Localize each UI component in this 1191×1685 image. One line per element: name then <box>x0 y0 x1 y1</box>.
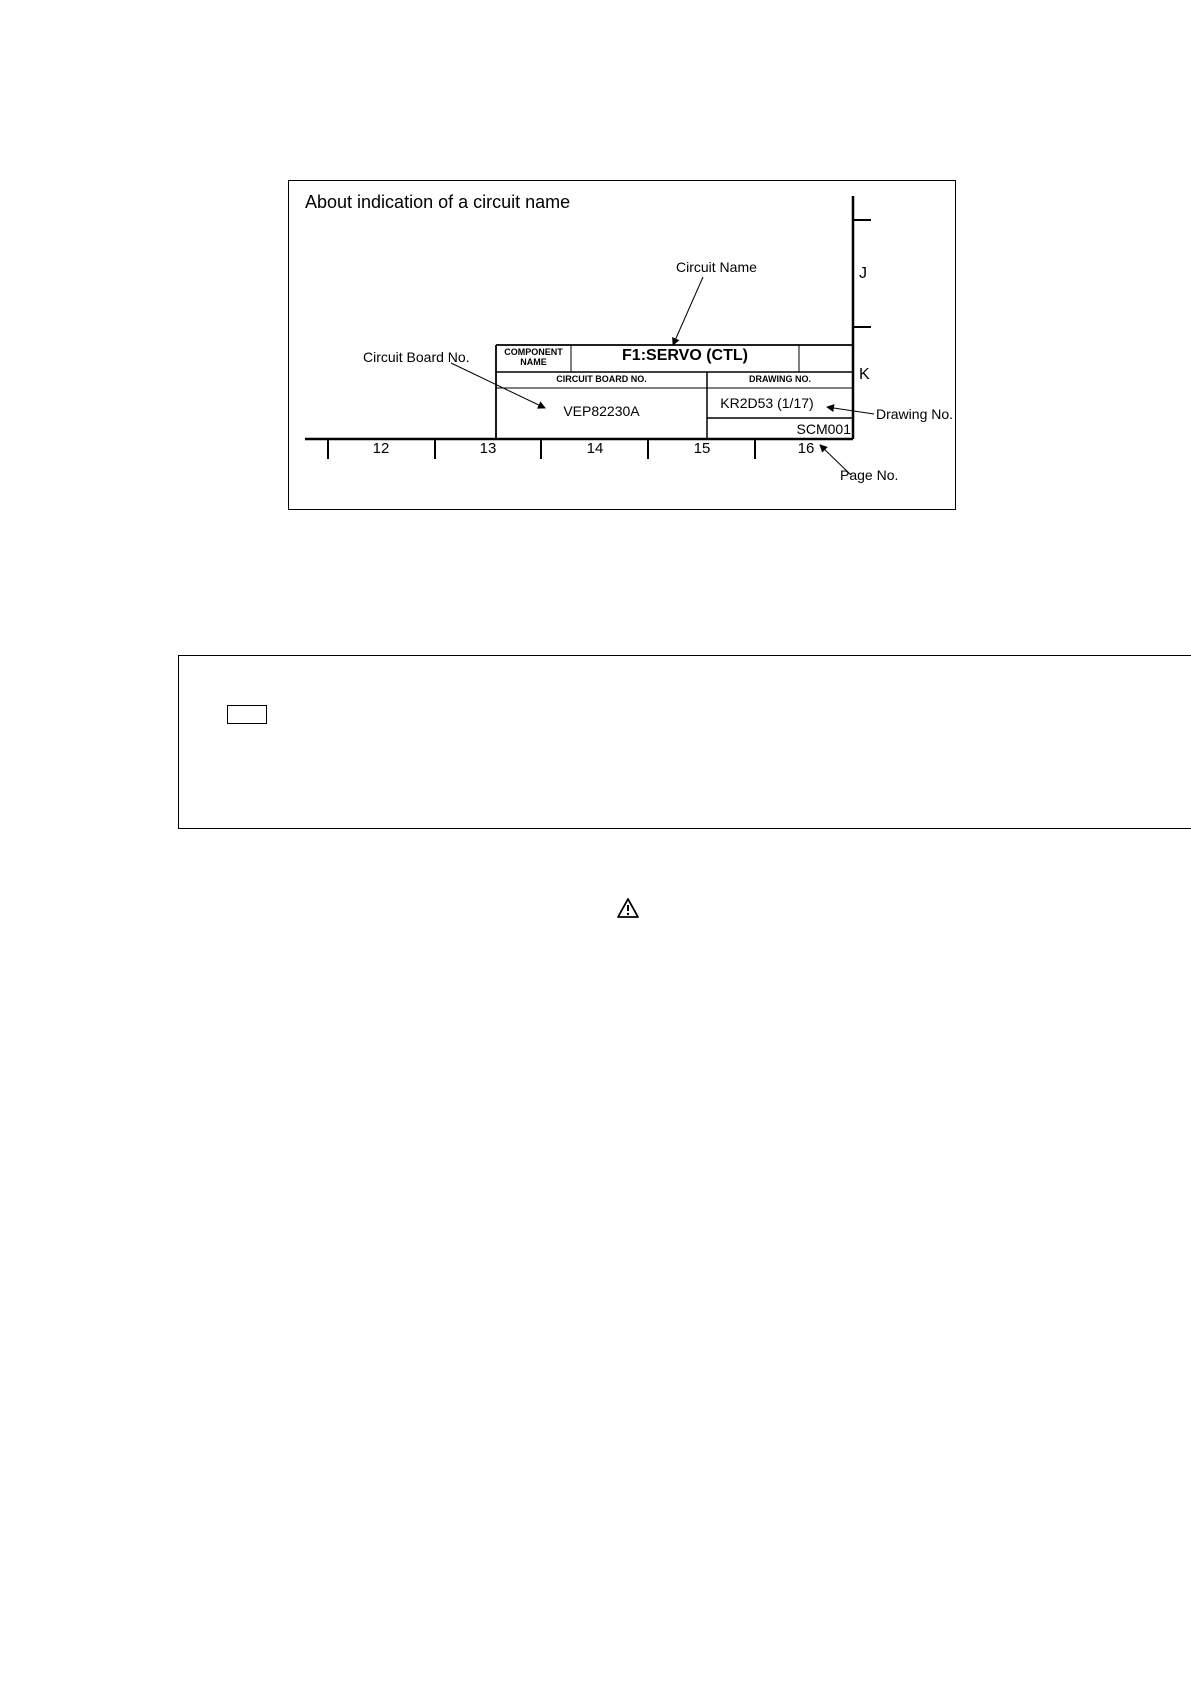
diagram-title: About indication of a circuit name <box>305 192 571 212</box>
title-block-board-no: VEP82230A <box>563 403 640 419</box>
callout-circuit-name: Circuit Name <box>676 259 757 275</box>
grid-column-label: 12 <box>372 440 390 457</box>
title-block-component-label <box>496 347 571 367</box>
grid-column-label: 16 <box>797 440 815 457</box>
grid-row-label: J <box>859 265 867 282</box>
diagram-lines <box>289 181 956 510</box>
grid-row-label: K <box>859 366 870 383</box>
warning-triangle-icon <box>616 897 640 919</box>
component-label-line1: COMPONENT <box>504 347 563 357</box>
callout-circuit-board-no: Circuit Board No. <box>363 349 470 365</box>
note-box <box>178 655 1191 829</box>
circuit-name-diagram <box>288 180 956 510</box>
callout-drawing-no: Drawing No. <box>876 406 954 422</box>
title-block-drawing-header: DRAWING NO. <box>749 374 811 384</box>
title-block-board-header: CIRCUIT BOARD NO. <box>556 374 647 384</box>
title-block-page-no: SCM001 <box>796 421 851 437</box>
callout-page-no: Page No. <box>840 467 899 483</box>
component-label-line2: NAME <box>520 357 547 367</box>
title-block-component-name: F1:SERVO (CTL) <box>622 347 748 364</box>
title-block-drawing-no: KR2D53 (1/17) <box>720 395 814 411</box>
grid-column-label: 13 <box>479 440 497 457</box>
grid-column-label: 15 <box>693 440 711 457</box>
grid-column-label: 14 <box>586 440 604 457</box>
note-marker-box <box>227 705 267 724</box>
